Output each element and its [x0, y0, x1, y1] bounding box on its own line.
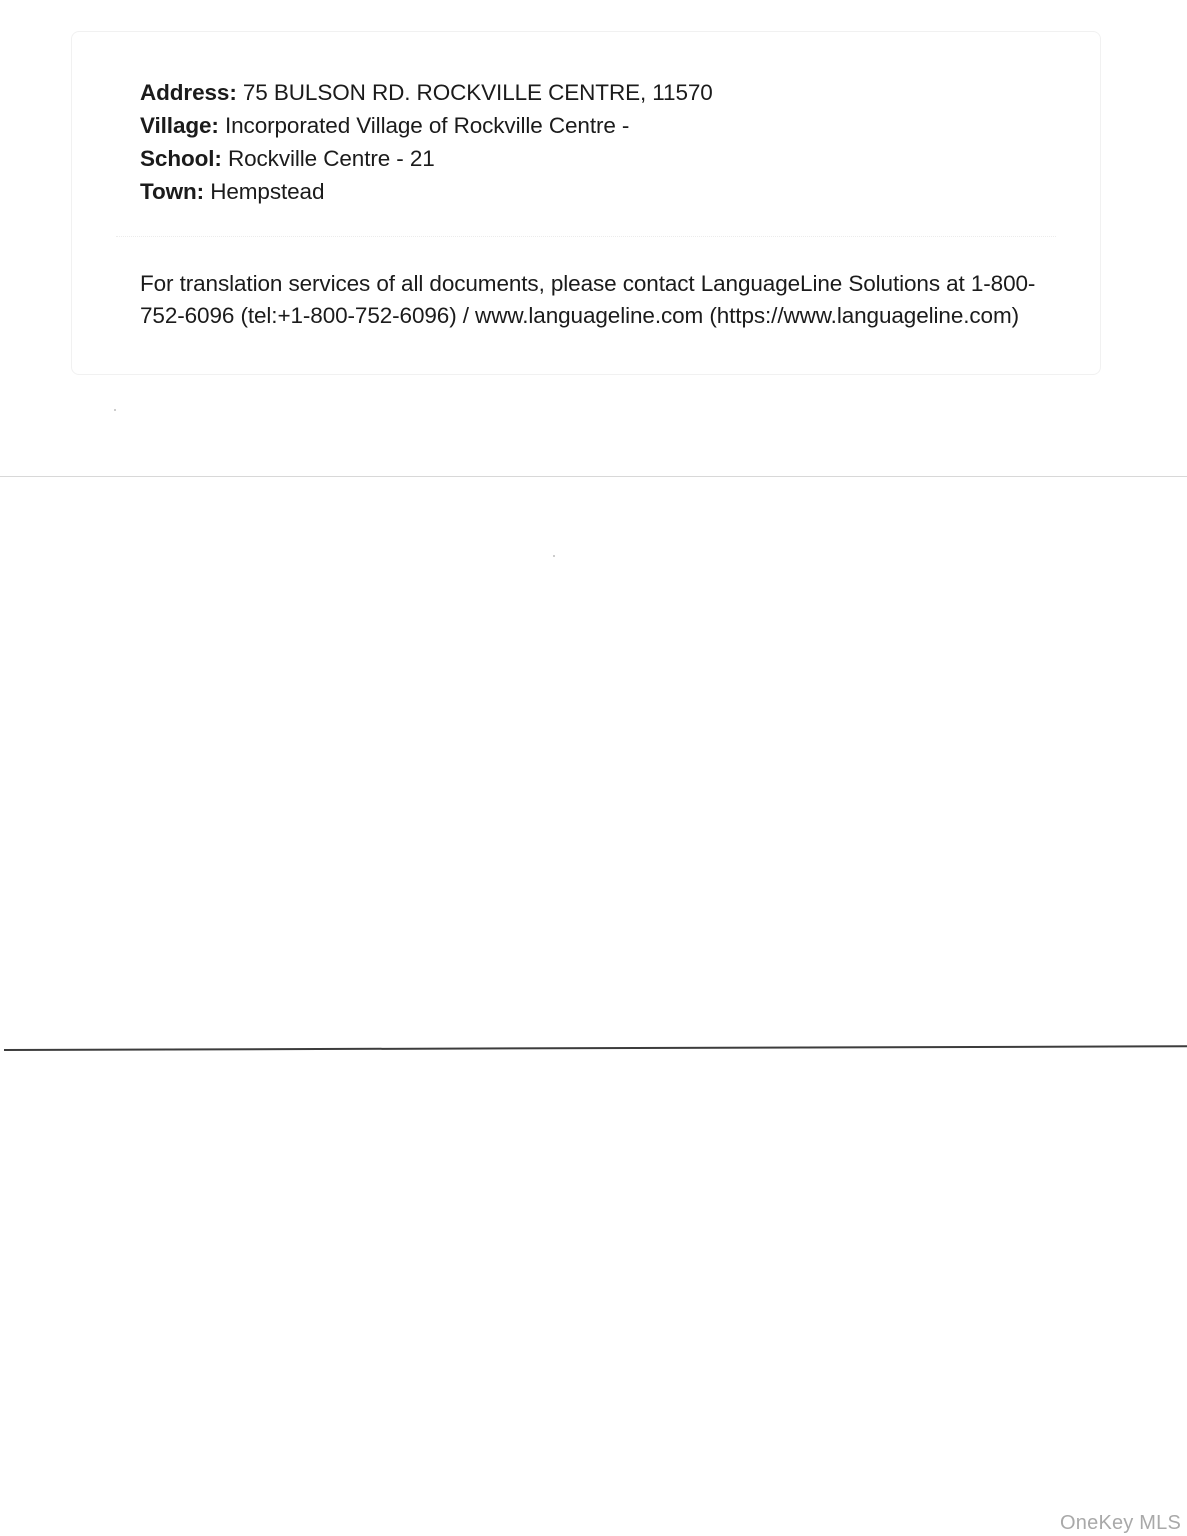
- page-bottom-rule: [4, 1045, 1187, 1051]
- translation-notice-line-2: 752-6096 (tel:+1-800-752-6096) / www.languageline.com (https://www.languageline.com): [140, 303, 1019, 328]
- fold-line: [0, 476, 1187, 477]
- town-value: Hempstead: [210, 179, 325, 204]
- translation-notice-line-1: For translation services of all documents, please contact LanguageLine Solutions at 1-800-: [140, 271, 1036, 296]
- school-line: [140, 142, 1040, 175]
- property-details: [140, 76, 1040, 208]
- address-label: Address:: [140, 80, 237, 105]
- village-value: Incorporated Village of Rockville Centre -: [224, 113, 630, 138]
- village-line: [140, 109, 1040, 142]
- address-value: 75 BULSON RD. ROCKVILLE CENTRE, 11570: [242, 80, 713, 105]
- watermark: OneKey MLS: [1060, 1512, 1181, 1534]
- school-value: Rockville Centre - 21: [227, 146, 435, 171]
- scan-speck: [553, 555, 555, 557]
- scan-speck: [114, 409, 116, 411]
- card-divider: [116, 236, 1056, 237]
- school-label: School:: [140, 146, 222, 171]
- village-label: Village:: [140, 113, 219, 138]
- translation-notice: [140, 268, 1080, 332]
- town-label: Town:: [140, 179, 205, 204]
- address-line: [140, 76, 1040, 109]
- town-line: [140, 175, 1040, 208]
